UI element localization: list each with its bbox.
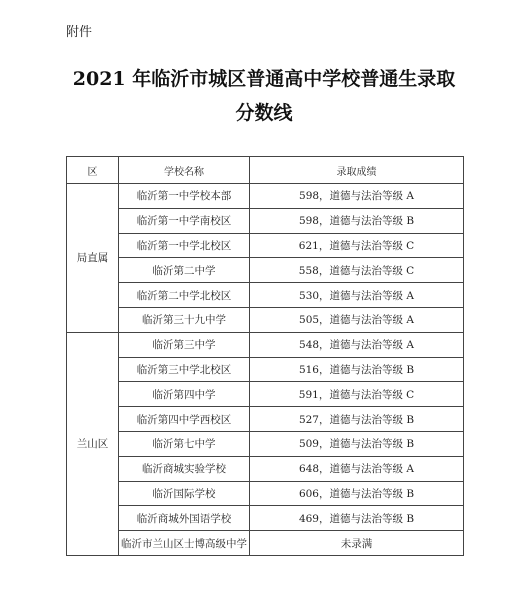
- document-title-continuation: 分数线: [235, 102, 293, 124]
- table-row: [67, 332, 464, 357]
- score-cell: 591，道德与法治等级 C: [250, 382, 464, 407]
- school-name-cell: 临沂第二中学: [119, 258, 250, 283]
- school-name-cell: 临沂第三中学北校区: [119, 357, 250, 382]
- score-cell: 621，道德与法治等级 C: [250, 233, 464, 258]
- school-name-cell: 临沂第一中学北校区: [119, 233, 250, 258]
- district-cell: 局直属: [67, 184, 119, 333]
- school-name-cell: 临沂第一中学校本部: [119, 184, 250, 209]
- school-name-cell: 临沂第三中学: [119, 332, 250, 357]
- attachment-label: 附件: [66, 25, 93, 40]
- table-row: [67, 431, 464, 456]
- table-row: [67, 407, 464, 432]
- school-name-cell: 临沂市兰山区士博高级中学: [119, 531, 250, 556]
- score-cell: 516，道德与法治等级 B: [250, 357, 464, 382]
- document-title: 2021 年临沂市城区普通高中学校普通生录取: [72, 68, 456, 90]
- school-name-cell: 临沂商城外国语学校: [119, 506, 250, 531]
- district-cell: 兰山区: [67, 332, 119, 555]
- score-cell: 530，道德与法治等级 A: [250, 283, 464, 308]
- school-name-cell: 临沂第四中学西校区: [119, 407, 250, 432]
- score-cell: 509，道德与法治等级 B: [250, 431, 464, 456]
- table-row: [67, 357, 464, 382]
- table-header-row: [67, 157, 464, 184]
- column-header-district: 区: [67, 157, 119, 184]
- table-row: [67, 481, 464, 506]
- admission-score-table: [66, 156, 464, 556]
- score-cell: 527，道德与法治等级 B: [250, 407, 464, 432]
- score-cell: 598，道德与法治等级 A: [250, 184, 464, 209]
- table-row: [67, 531, 464, 556]
- school-name-cell: 临沂第一中学南校区: [119, 208, 250, 233]
- score-cell: 未录满: [250, 531, 464, 556]
- column-header-score: 录取成绩: [250, 157, 464, 184]
- table-row: [67, 208, 464, 233]
- score-cell: 598，道德与法治等级 B: [250, 208, 464, 233]
- score-cell: 469，道德与法治等级 B: [250, 506, 464, 531]
- score-cell: 558，道德与法治等级 C: [250, 258, 464, 283]
- score-cell: 606，道德与法治等级 B: [250, 481, 464, 506]
- table-row: [67, 307, 464, 332]
- school-name-cell: 临沂第二中学北校区: [119, 283, 250, 308]
- school-name-cell: 临沂第四中学: [119, 382, 250, 407]
- column-header-school: 学校名称: [119, 157, 250, 184]
- table-row: [67, 506, 464, 531]
- score-cell: 505，道德与法治等级 A: [250, 307, 464, 332]
- table-row: [67, 382, 464, 407]
- table-row: [67, 456, 464, 481]
- table-row: [67, 283, 464, 308]
- school-name-cell: 临沂国际学校: [119, 481, 250, 506]
- school-name-cell: 临沂第七中学: [119, 431, 250, 456]
- school-name-cell: 临沂商城实验学校: [119, 456, 250, 481]
- score-cell: 648，道德与法治等级 A: [250, 456, 464, 481]
- score-cell: 548，道德与法治等级 A: [250, 332, 464, 357]
- table-row: [67, 233, 464, 258]
- table-row: [67, 258, 464, 283]
- school-name-cell: 临沂第三十九中学: [119, 307, 250, 332]
- table-row: [67, 184, 464, 209]
